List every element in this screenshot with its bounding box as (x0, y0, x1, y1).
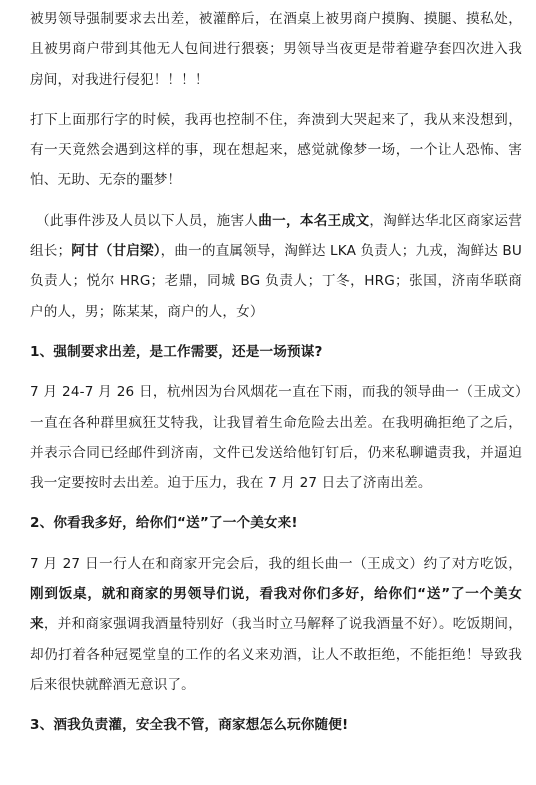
paragraph-reflection (30, 105, 522, 196)
bold-text-segment: 刚到饭桌，就和商家的男领导们说，看我对你们多好，给你们“送”了一个美女来 (30, 586, 522, 633)
text-segment: 7 月 27 日一行人在和商家开完会后，我的组长曲一（王成文）约了对方吃饭， (30, 555, 522, 572)
section-heading-2: 2、你看我多好，给你们“送”了一个美女来! (30, 515, 298, 532)
paragraph-people-involved (30, 206, 522, 327)
text-segment: （此事件涉及人员以下人员，施害人 (36, 212, 259, 229)
paragraph-intro (30, 4, 522, 95)
text-segment: ，淘鲜达华北区商家运营组长； (30, 212, 522, 260)
section-heading-3: 3、酒我负责灌，安全我不管，商家想怎么玩你随便! (30, 717, 349, 734)
text-segment: 7 月 24-7 月 26 日，杭州因为台风烟花一直在下雨，而我的领导曲一（王成文）一直在各种群里疯狂艾特我，让我冒着生命危险去出差。在我明确拒绝了之后，并表示合同已经邮件到济南，文件已发送给他钉钉后，仍来私聊谴责我，并逼迫我一定要按时去出差。迫于压力，我在 7 月 27 日去了济南出差。 (30, 384, 522, 492)
text-segment: ，并和商家强调我酒量特别好（我当时立马解释了说我酒量不好）。吃饭期间，却仍打着各种冠冕堂皇的工作的名义来劝酒，让人不敢拒绝，不能拒绝！导致我后来很快就醉酒无意识了。 (30, 616, 522, 693)
text-segment: ，曲一的直属领导，淘鲜达 LKA 负责人；九戎，淘鲜达 BU 负责人；悦尔 HRG；老鼎，同城 BG 负责人；丁冬，HRG；张国，济南华联商户的人，男；陈某某，商户的人，女） (30, 243, 522, 320)
text-segment: 被男领导强制要求去出差，被灌醉后，在酒桌上被男商户摸胸、摸腿、摸私处，且被男商户带到其他无人包间进行猥亵；男领导当夜更是带着避孕套四次进入我房间，对我进行侵犯！！！！ (30, 11, 522, 88)
text-segment: 打下上面那行字的时候，我再也控制不住，奔溃到大哭起来了，我从来没想到，有一天竟然会遇到这样的事，现在想起来，感觉就像梦一场，一个让人恐怖、害怕、无助、无奈的噩梦！ (30, 111, 522, 189)
bold-text-segment: 阿甘（甘启梁） (71, 243, 161, 260)
bold-text-segment: 曲一，本名王成文 (258, 212, 370, 229)
section-2-paragraph (30, 549, 522, 700)
section-1-paragraph (30, 377, 522, 498)
section-heading-1: 1、强制要求出差，是工作需要，还是一场预谋? (30, 343, 323, 360)
